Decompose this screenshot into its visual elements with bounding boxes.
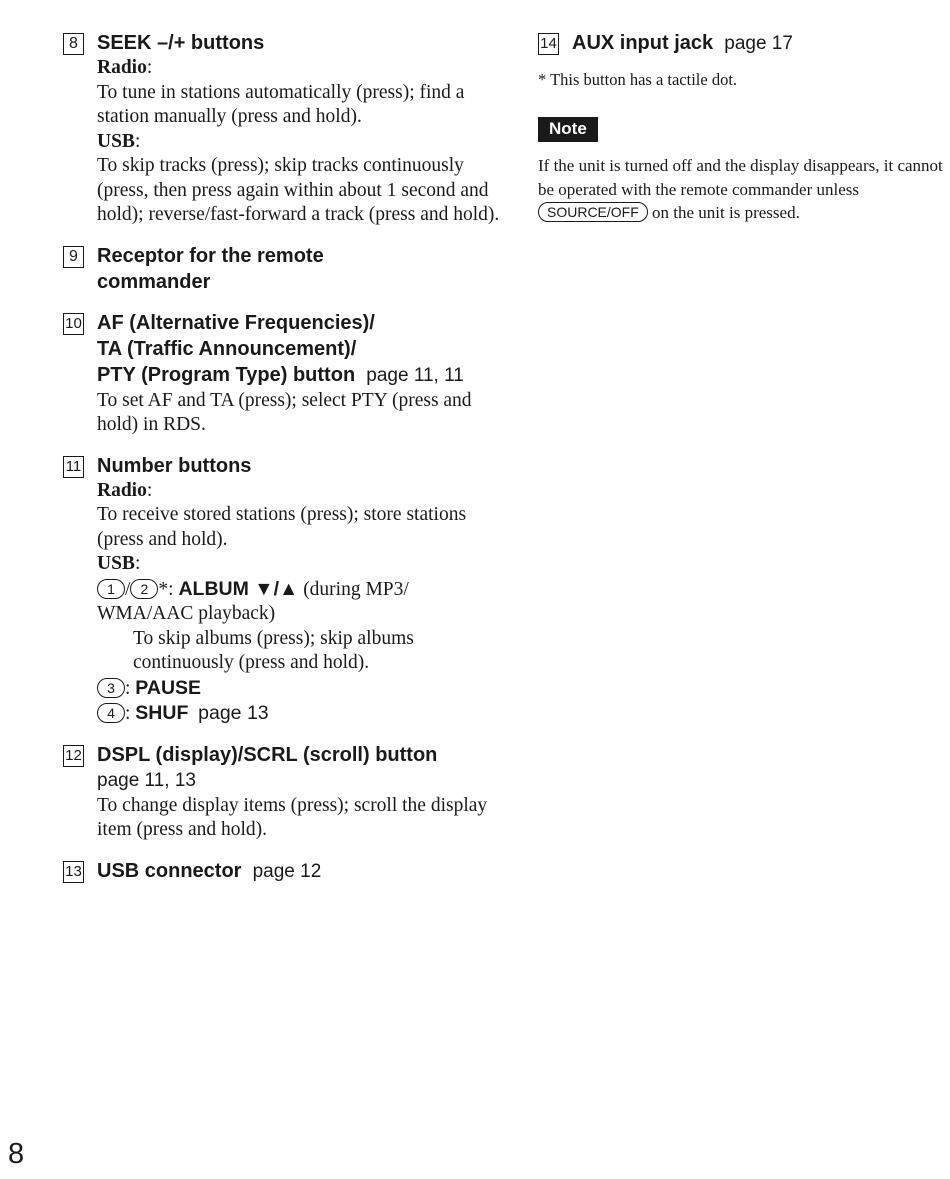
pause-line: 3 : PAUSE bbox=[97, 676, 503, 702]
item-title-line: PTY (Program Type) button bbox=[97, 363, 356, 386]
item-description: To change display items (press); scroll the display item (press and hold). bbox=[97, 794, 488, 840]
item-title-line: AF (Alternative Frequencies)/ bbox=[97, 311, 375, 334]
right-column bbox=[538, 30, 948, 225]
item-number-buttons: 11 Number buttons Radio: To receive stored stations (press); store stations (press and hold). USB: 1 / 2 *: ALBUM ▼/▲ (during MP3/ WMA/AAC playback) To skip albums (press); skip albums continuously (press and hold). 3 : PAUSE 4 : SHUF page 13 bbox=[63, 453, 503, 727]
source-off-button-icon: SOURCE/OFF bbox=[538, 202, 648, 222]
page-reference: page 11, 13 bbox=[97, 769, 196, 791]
radio-label: Radio bbox=[97, 479, 147, 501]
item-title: Receptor for the remote commander bbox=[97, 244, 324, 293]
item-number: 11 bbox=[63, 456, 84, 478]
radio-label: Radio bbox=[97, 57, 147, 78]
button-1-icon: 1 bbox=[97, 579, 125, 599]
page-reference: page 17 bbox=[724, 33, 793, 54]
item-number: 8 bbox=[63, 33, 84, 55]
item-number: 14 bbox=[538, 33, 559, 55]
usb-description: To skip tracks (press); skip tracks continuously (press, then press again within about 1 second and hold); reverse/fast-forward a track (press and hold). bbox=[97, 155, 500, 225]
album-description: To skip albums (press); skip albums continuously (press and hold). bbox=[133, 627, 414, 673]
page-reference: page 11, 11 bbox=[366, 364, 464, 386]
item-number: 12 bbox=[63, 745, 84, 767]
item-title: AUX input jack bbox=[572, 32, 714, 54]
item-number: 9 bbox=[63, 246, 84, 268]
tactile-dot-footnote: * This button has a tactile dot. bbox=[538, 70, 738, 89]
item-receptor bbox=[63, 243, 503, 295]
item-seek-buttons: 8 SEEK –/+ buttons Radio: To tune in stations automatically (press); find a station manually (press and hold). USB: To skip tracks (press); skip tracks continuously (press, then press again within about 1 second and hold); reverse/fast-forward a track (press and hold). bbox=[63, 30, 503, 228]
radio-description: To receive stored stations (press); store stations (press and hold). bbox=[97, 504, 467, 550]
left-column bbox=[63, 30, 503, 900]
note-text-after: on the unit is pressed. bbox=[652, 203, 800, 222]
item-number: 13 bbox=[63, 861, 84, 883]
item-usb-connector bbox=[63, 858, 503, 885]
note-text-before: If the unit is turned off and the display disappears, it cannot be operated with the remote commander unless bbox=[538, 156, 943, 199]
album-suffix: (during MP3/ WMA/AAC playback) bbox=[97, 578, 409, 624]
usb-label: USB bbox=[97, 130, 135, 152]
item-title: SEEK –/+ buttons bbox=[97, 32, 265, 54]
button-4-icon: 4 bbox=[97, 703, 125, 723]
radio-description: To tune in stations automatically (press); find a station manually (press and hold). bbox=[97, 81, 465, 127]
item-title: USB connector bbox=[97, 859, 242, 882]
shuf-line: 4 : SHUF page 13 bbox=[97, 701, 503, 727]
item-title: Number buttons bbox=[97, 454, 252, 477]
usb-label: USB bbox=[97, 553, 135, 574]
item-af-ta-pty-button bbox=[63, 310, 503, 438]
button-2-icon: 2 bbox=[130, 579, 158, 599]
item-number: 10 bbox=[63, 313, 84, 335]
page-reference: page 13 bbox=[198, 702, 269, 724]
page-number: 8 bbox=[8, 1138, 25, 1170]
note-text bbox=[538, 154, 948, 225]
album-line: 1 / 2 *: ALBUM ▼/▲ (during MP3/ WMA/AAC playback) bbox=[97, 577, 409, 624]
item-description: To set AF and TA (press); select PTY (press and hold) in RDS. bbox=[97, 389, 472, 435]
pause-label: PAUSE bbox=[135, 676, 202, 699]
note-label: Note bbox=[538, 117, 598, 142]
page-reference: page 12 bbox=[252, 860, 322, 882]
shuf-label: SHUF bbox=[135, 702, 189, 724]
button-3-icon: 3 bbox=[97, 678, 125, 698]
item-title-line: TA (Traffic Announcement)/ bbox=[97, 337, 357, 360]
item-dspl-scrl-button bbox=[63, 742, 503, 843]
album-label: ALBUM ▼/▲ bbox=[178, 577, 299, 600]
item-title: DSPL (display)/SCRL (scroll) button bbox=[97, 743, 438, 766]
item-aux-input-jack bbox=[538, 30, 948, 57]
